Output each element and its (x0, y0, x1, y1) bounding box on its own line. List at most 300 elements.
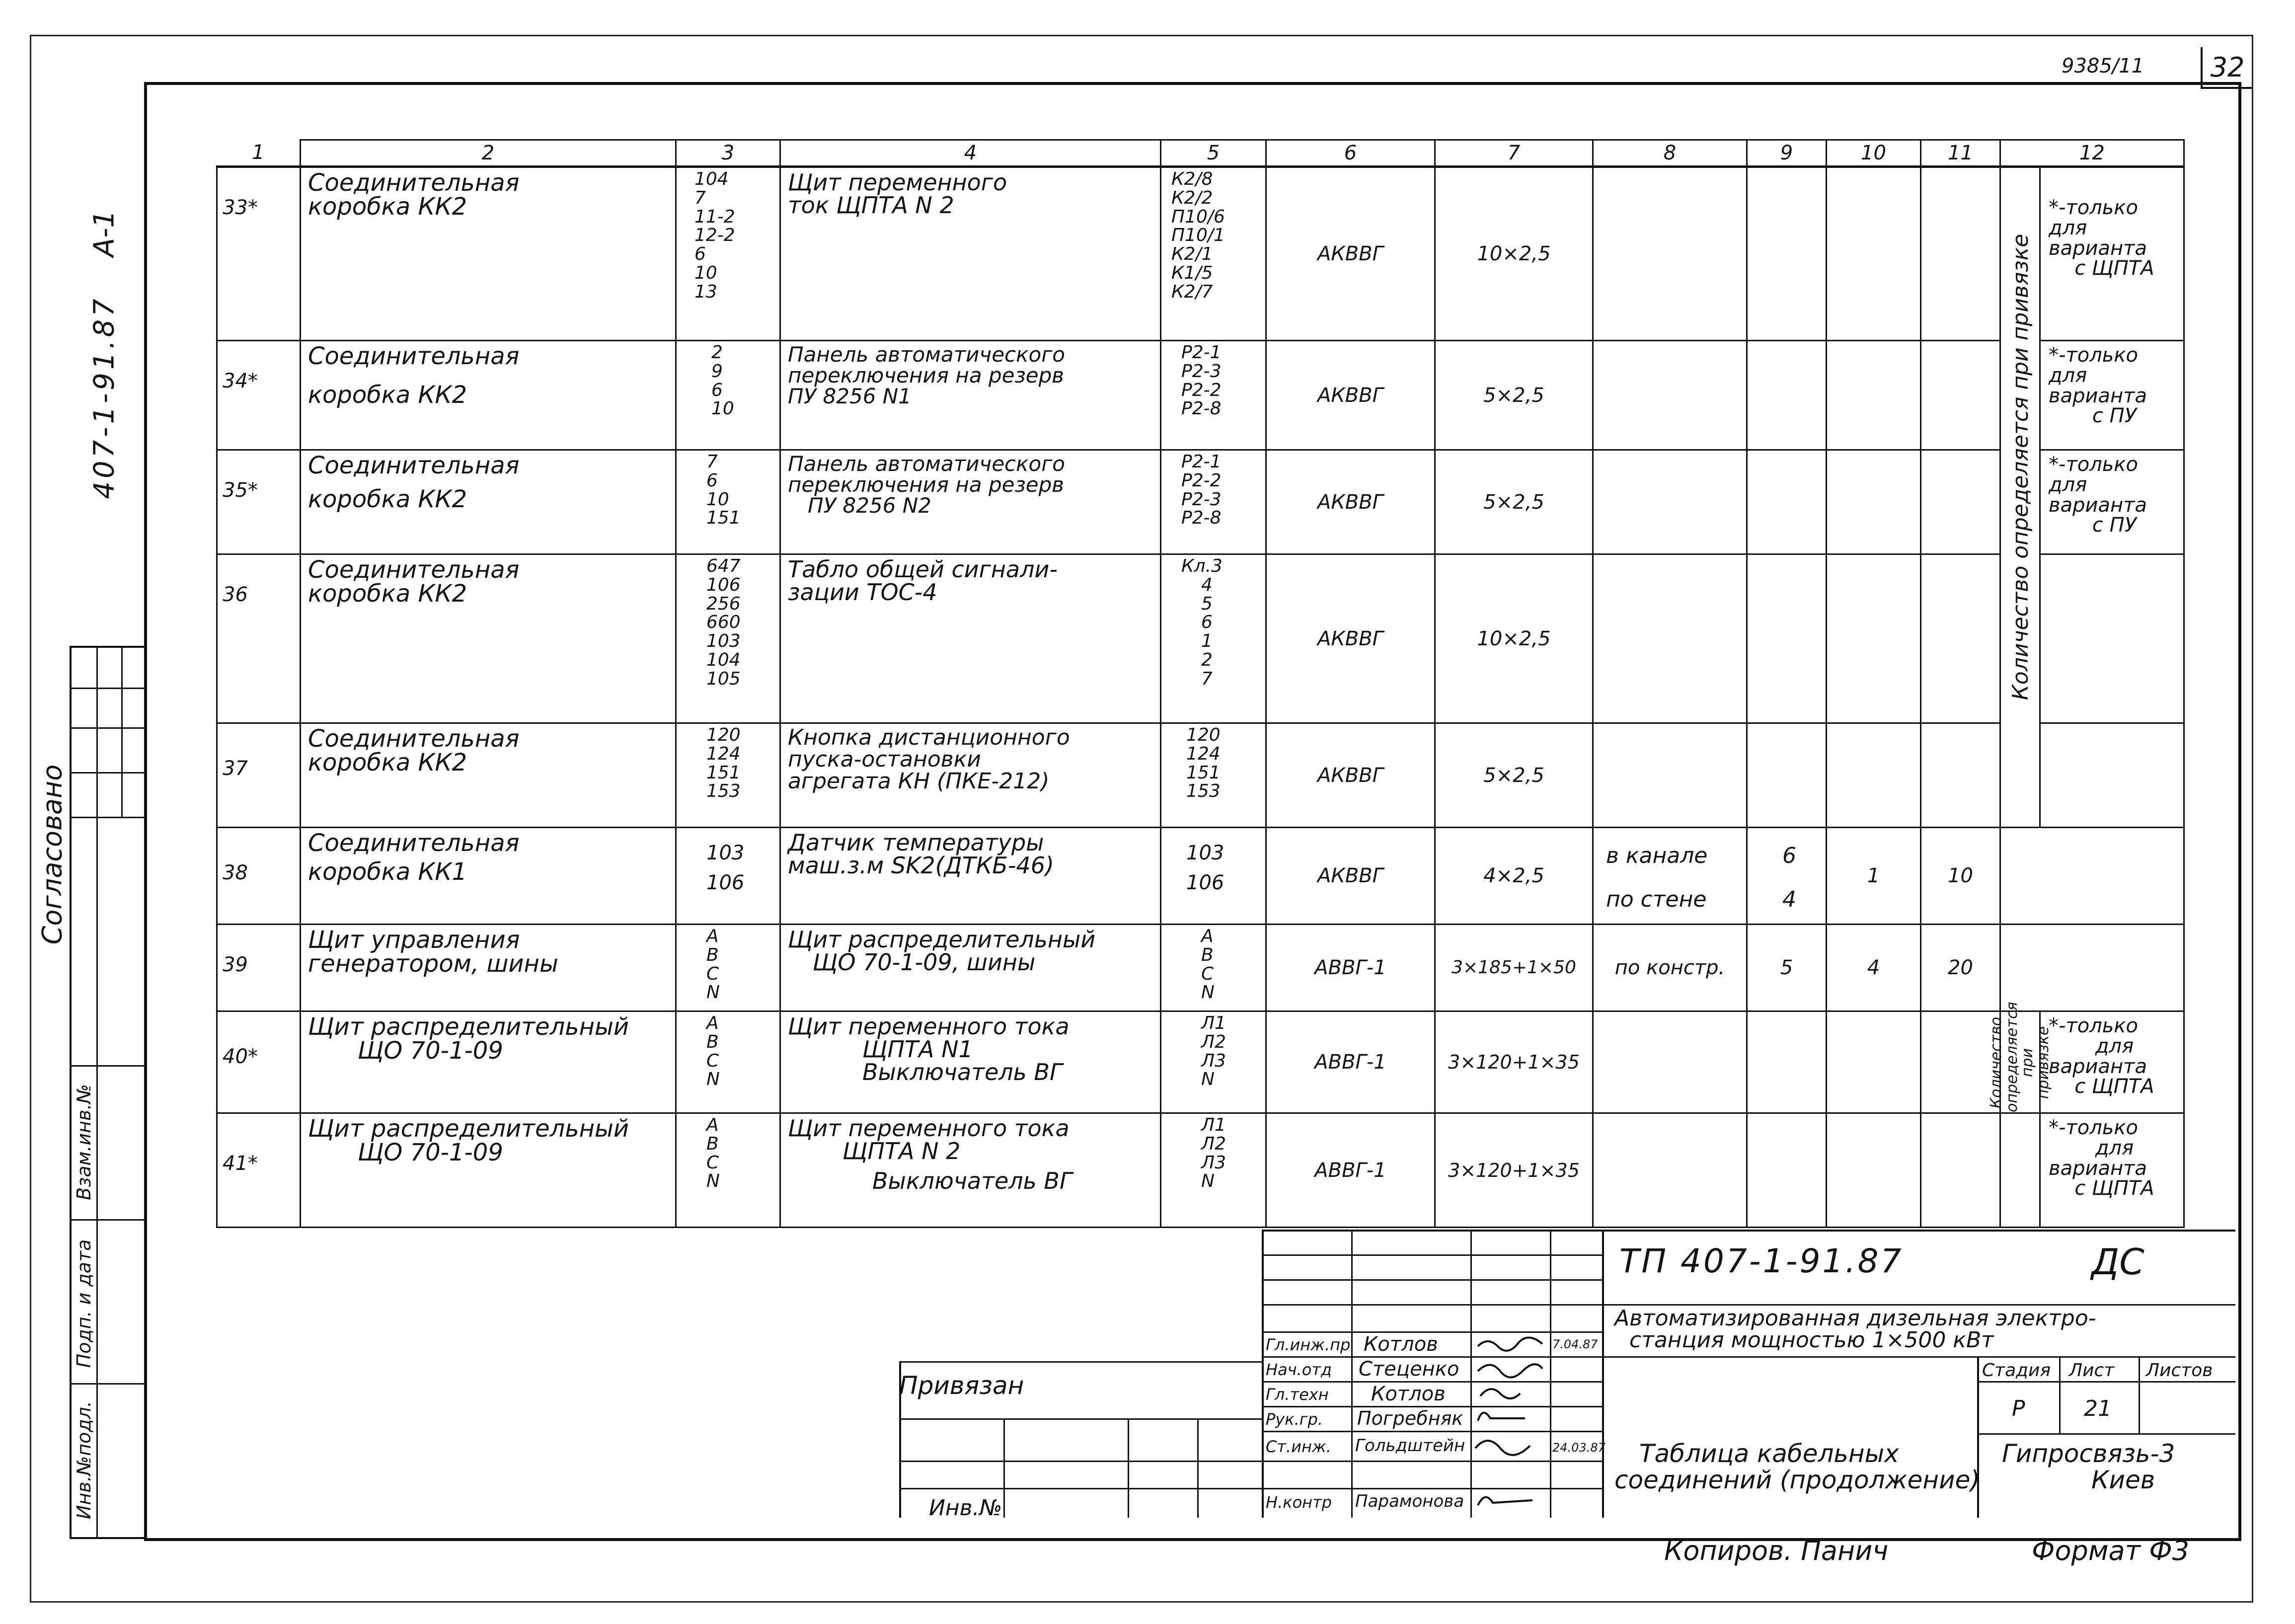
c10-value: 4 (1827, 925, 1921, 1011)
terminal: Л2 (1201, 1031, 1226, 1052)
route-value: по констр. (1593, 925, 1747, 1011)
to-line: Щит распределительный (788, 926, 1096, 953)
c11-cell (1921, 723, 2000, 828)
table-row (217, 723, 2184, 828)
cable-section: 5×2,5 (1435, 450, 1593, 554)
signer-name: Гольдштейн (1355, 1436, 1465, 1456)
terminal: 10 (694, 262, 717, 283)
note-line: варианта (2049, 384, 2147, 407)
side-label-replacement-inv: Взам.инв.№ (73, 1084, 95, 1200)
terminal: 4 (1201, 574, 1213, 595)
sheet-title-line: Таблица кабельных (1639, 1439, 1899, 1468)
route-cell (1593, 1113, 1747, 1228)
table-row (217, 341, 2184, 450)
from-line: Соединительная (308, 342, 520, 370)
from-cell (301, 723, 676, 828)
note-cell (2040, 723, 2184, 828)
from-terms-cell (676, 925, 780, 1011)
header-col-11: 11 (1921, 140, 2000, 167)
top-code: 9385/11 (2062, 55, 2144, 77)
terminal: Л1 (1201, 1115, 1226, 1135)
route-line: в канале (1606, 843, 1708, 868)
vertical-format-code: А-1 (88, 210, 121, 257)
c11-cell (1921, 450, 2000, 554)
to-line: ток ЩПТА N 2 (788, 192, 954, 219)
terminal: Р2-8 (1181, 398, 1222, 419)
length-cell (1747, 723, 1827, 828)
bound-label: Привязан (899, 1371, 1024, 1400)
from-line: Щит управления (308, 926, 520, 954)
to-cell (780, 723, 1161, 828)
table-row (217, 1113, 2184, 1228)
c11-cell (1921, 167, 2000, 341)
route-line: по стене (1606, 887, 1707, 912)
to-terms-cell (1161, 554, 1266, 723)
sheet-label: Лист (2069, 1360, 2115, 1381)
note-line: *-только (2049, 1014, 2138, 1037)
from-line: Соединительная (308, 725, 520, 753)
length-cell (1747, 341, 1827, 450)
to-terms-cell (1161, 925, 1266, 1011)
route-cell (1593, 450, 1747, 554)
terminal: A (706, 1115, 719, 1135)
signer-role: Ст.инж. (1266, 1437, 1331, 1456)
from-line: Щит распределительный (308, 1013, 629, 1041)
terminal: C (706, 1050, 719, 1071)
cable-section: 5×2,5 (1435, 723, 1593, 828)
from-cell (301, 450, 676, 554)
table-row (217, 450, 2184, 554)
note-cell (2040, 341, 2184, 450)
to-terms-cell (1161, 1011, 1266, 1113)
from-cell (301, 1113, 676, 1228)
note-line: с ЩПТА (2074, 257, 2154, 280)
merged-note-cell-1 (2000, 167, 2040, 828)
to-line: Выключатель ВГ (872, 1167, 1072, 1194)
terminal: 10 (711, 398, 734, 419)
note-line: варианта (2049, 1157, 2147, 1180)
from-line: ЩО 70-1-09 (358, 1139, 503, 1166)
to-line: Щит переменного тока (788, 1115, 1070, 1142)
terminal: 103 (706, 842, 745, 864)
to-cell (780, 167, 1161, 341)
cable-brand: АВВГ-1 (1266, 1011, 1435, 1113)
from-line: Соединительная (308, 556, 520, 584)
row-number: 37 (223, 757, 248, 780)
signer-role: Гл.техн (1266, 1385, 1329, 1404)
cable-section: 3×120+1×35 (1435, 1011, 1593, 1113)
stage-value: Р (2012, 1396, 2025, 1421)
terminal: 124 (1186, 743, 1221, 764)
note-line: для (2095, 1136, 2134, 1160)
to-cell (780, 554, 1161, 723)
note-line: с ЩПТА (2074, 1075, 2154, 1098)
terminal: N (706, 1069, 720, 1090)
from-terms-cell (676, 554, 780, 723)
terminal: Р2-8 (1181, 508, 1222, 529)
side-label-inv-number: Инв.№подл. (73, 1400, 95, 1520)
project-title (1614, 1308, 2096, 1351)
cable-section: 10×2,5 (1435, 167, 1593, 341)
from-line: коробка КК1 (308, 858, 467, 886)
terminal: 1 (1201, 631, 1213, 652)
row-number: 34 (223, 370, 248, 392)
terminal: 106 (706, 871, 745, 894)
header-col-10: 10 (1827, 140, 1921, 167)
terminal: B (706, 1031, 719, 1052)
terminal: A (1201, 926, 1214, 946)
from-line: коробка КК2 (308, 749, 467, 776)
terminal: 6 (706, 470, 718, 491)
c11-value: 20 (1921, 925, 2000, 1011)
from-line: Соединительная (308, 829, 520, 857)
table-row (217, 828, 2184, 925)
from-terms-cell (676, 1113, 780, 1228)
note-cell (2040, 1011, 2184, 1113)
row-number: 36 (223, 583, 248, 606)
note-line: для (2095, 1034, 2134, 1058)
from-cell (301, 1011, 676, 1113)
copied-by: Копиров. Панич (1664, 1535, 1889, 1566)
terminal: П10/1 (1171, 225, 1225, 246)
to-line: Щит переменного тока (788, 1013, 1070, 1040)
from-terms-cell (676, 450, 780, 554)
terminal: 103 (706, 631, 741, 652)
terminal: Р2-1 (1181, 452, 1222, 472)
terminal: 124 (706, 743, 741, 764)
terminal: C (706, 1152, 719, 1173)
terminal: 647 (706, 556, 741, 576)
to-cell (780, 450, 1161, 554)
cable-brand: АКВВГ (1266, 723, 1435, 828)
note-line: *-только (2049, 1116, 2138, 1139)
row-number: 38 (223, 861, 248, 884)
row-number: 40 (223, 1045, 248, 1068)
length-value: 4 (1782, 887, 1796, 912)
terminal: 151 (706, 508, 741, 529)
signer-date: 7.04.87 (1552, 1337, 1598, 1351)
cable-brand: АКВВГ (1266, 828, 1435, 925)
terminal: Р2-1 (1181, 342, 1222, 363)
terminal: 5 (1201, 593, 1213, 614)
header-col-8: 8 (1593, 140, 1747, 167)
terminal: N (1201, 982, 1215, 1003)
table-row (217, 167, 2184, 341)
from-line: коробка КК2 (308, 485, 467, 513)
row-number-cell (217, 167, 301, 341)
terminal: B (706, 944, 719, 965)
header-col-4: 4 (780, 140, 1161, 167)
from-line: коробка КК2 (308, 381, 467, 409)
row-number-cell (217, 554, 301, 723)
note-line: с ПУ (2092, 404, 2137, 428)
to-cell (780, 341, 1161, 450)
organization (2002, 1441, 2175, 1493)
terminal: К1/5 (1171, 262, 1213, 283)
terminal: 13 (694, 281, 717, 302)
to-line: ЩО 70-1-09, шины (813, 949, 1036, 976)
terminal: 11-2 (694, 206, 735, 227)
organization-line: Киев (2091, 1465, 2155, 1494)
length-cell (1747, 1113, 1827, 1228)
to-line: Датчик температуры (788, 829, 1044, 856)
stage-label: Стадия (1982, 1360, 2051, 1381)
to-cell (780, 1011, 1161, 1113)
row-star: * (247, 370, 258, 392)
signer-name: Погребняк (1357, 1407, 1463, 1429)
signer-role: Рук.гр. (1266, 1410, 1323, 1429)
cable-brand: АКВВГ (1266, 450, 1435, 554)
to-cell (780, 925, 1161, 1011)
terminal: 256 (706, 593, 741, 614)
cable-brand: АКВВГ (1266, 341, 1435, 450)
row-number-cell (217, 1113, 301, 1228)
c11-cell (1921, 554, 2000, 723)
to-line: агрегата КН (ПКЕ-212) (788, 769, 1050, 794)
row-star: * (247, 479, 258, 502)
terminal: 9 (711, 361, 723, 382)
terminal: К2/7 (1171, 281, 1213, 302)
agreed-label: Согласовано (36, 764, 68, 945)
route-cell (1593, 1011, 1747, 1113)
note-line: с ЩПТА (2074, 1177, 2154, 1200)
signer-date: 24.03.87 (1552, 1441, 1606, 1455)
table-row (217, 1011, 2184, 1113)
to-line: пуска-остановки (788, 747, 981, 772)
to-terms-cell (1161, 450, 1266, 554)
c11-cell (1921, 341, 2000, 450)
length-cell (1747, 1011, 1827, 1113)
row-number-cell (217, 1011, 301, 1113)
terminal: 106 (706, 574, 741, 595)
merged-note-cell-2 (1988, 1002, 2052, 1113)
terminal: N (1201, 1171, 1215, 1192)
signer-name: Котлов (1364, 1333, 1438, 1356)
cable-connections-table (216, 139, 2185, 1228)
to-line: зации ТОС-4 (788, 579, 937, 606)
row-star: * (247, 1152, 258, 1175)
row-star: * (247, 196, 258, 219)
merged-note-cell-2-cont (2000, 1113, 2040, 1228)
terminal: П10/6 (1171, 206, 1225, 227)
terminal: 2 (711, 342, 723, 363)
c10-value: 1 (1827, 828, 1921, 925)
header-col-9: 9 (1747, 140, 1827, 167)
from-cell (301, 554, 676, 723)
terminal: К2/1 (1171, 244, 1213, 265)
to-line: ЩПТА N 2 (842, 1138, 961, 1164)
inv-label: Инв.№ (929, 1495, 1002, 1521)
from-cell (301, 828, 676, 925)
from-line: коробка КК2 (308, 580, 467, 608)
doc-code: ТП 407-1-91.87 (1619, 1242, 1904, 1280)
note-line: *-только для (2049, 344, 2138, 387)
project-title-line: Автоматизированная дизельная электро- (1614, 1306, 2096, 1331)
c11-value: 10 (1921, 828, 2000, 925)
terminal: 151 (1186, 762, 1221, 783)
header-row (217, 140, 2184, 167)
terminal: 2 (1201, 649, 1213, 670)
route-cell (1593, 167, 1747, 341)
to-cell (780, 1113, 1161, 1228)
from-terms-cell (676, 723, 780, 828)
terminal: C (706, 963, 719, 984)
to-line: Выключатель ВГ (862, 1059, 1063, 1085)
cable-section: 10×2,5 (1435, 554, 1593, 723)
vertical-doc-code: 407-1-91.87 (88, 296, 121, 499)
signer-role: Нач.отд (1266, 1360, 1332, 1379)
c11-cell (1921, 1113, 2000, 1228)
from-cell (301, 925, 676, 1011)
to-line: Табло общей сигнали- (788, 556, 1058, 583)
merged-note-1: Количество определяется при привязке (2008, 233, 2033, 700)
terminal: B (1201, 944, 1214, 965)
cable-brand: АКВВГ (1266, 554, 1435, 723)
c10-cell (1827, 167, 1921, 341)
length-cell (1747, 554, 1827, 723)
length-value: 6 (1782, 843, 1796, 868)
from-terms-cell (676, 167, 780, 341)
from-cell (301, 167, 676, 341)
from-terms-cell (676, 341, 780, 450)
to-terms-cell (1161, 828, 1266, 925)
c10-cell (1827, 341, 1921, 450)
c10-cell (1827, 1011, 1921, 1113)
terminal: A (706, 1013, 719, 1033)
note-cell (2040, 1113, 2184, 1228)
to-line: ЩПТА N1 (862, 1036, 973, 1063)
terminal: 153 (1186, 781, 1221, 802)
cable-section: 5×2,5 (1435, 341, 1593, 450)
cable-brand: АВВГ-1 (1266, 1113, 1435, 1228)
row-number-cell (217, 450, 301, 554)
organization-line: Гипросвязь-3 (2002, 1439, 2175, 1468)
terminal: C (1201, 963, 1214, 984)
cable-brand: АВВГ-1 (1266, 925, 1435, 1011)
row-number-cell (217, 723, 301, 828)
from-terms-cell (676, 1011, 780, 1113)
page-number: 32 (2201, 47, 2252, 89)
signatures-graphic (1470, 1331, 1550, 1520)
route-cell (1593, 341, 1747, 450)
terminal: N (1201, 1069, 1215, 1090)
to-terms-cell (1161, 167, 1266, 341)
to-line: Кнопка дистанционного (788, 725, 1070, 750)
from-line: Соединительная (308, 452, 520, 479)
to-terms-cell (1161, 1113, 1266, 1228)
terminal: Л3 (1201, 1050, 1226, 1071)
header-col-7: 7 (1435, 140, 1593, 167)
to-cell (780, 828, 1161, 925)
note-cell (2040, 167, 2184, 341)
signer-role: Гл.инж.пр (1266, 1335, 1351, 1354)
route-cell (1593, 828, 1747, 925)
header-col-2: 2 (301, 140, 676, 167)
route-cell (1593, 723, 1747, 828)
row-star: * (247, 1045, 258, 1068)
terminal: 10 (706, 489, 729, 510)
terminal: Р2-3 (1181, 489, 1222, 510)
note-line: *-только (2049, 453, 2138, 476)
to-line: маш.з.м SK2(ДТКБ-46) (788, 852, 1054, 879)
sheet-title (1614, 1441, 1980, 1493)
table-row (217, 554, 2184, 723)
from-cell (301, 341, 676, 450)
header-col-12: 12 (2000, 140, 2184, 167)
note-cell (2040, 450, 2184, 554)
note-cell (2000, 925, 2184, 1011)
terminal: B (706, 1133, 719, 1154)
terminal: 6 (711, 380, 723, 400)
from-line: Соединительная (308, 169, 520, 197)
terminal: Л2 (1201, 1133, 1226, 1154)
signer-name: Стеценко (1359, 1358, 1459, 1381)
row-number: 33 (223, 196, 248, 219)
cable-section: 3×120+1×35 (1435, 1113, 1593, 1228)
terminal: 7 (706, 452, 718, 472)
terminal: 104 (694, 169, 729, 189)
from-line: коробка КК2 (308, 193, 467, 221)
length-cell (1747, 167, 1827, 341)
sheet-value: 21 (2084, 1396, 2112, 1421)
doc-type: ДС (2091, 1241, 2144, 1283)
to-line: Панель автоматического (788, 452, 1065, 476)
cable-section: 4×2,5 (1435, 828, 1593, 925)
terminal: Л3 (1201, 1152, 1226, 1173)
row-number-cell (217, 341, 301, 450)
terminal: A (706, 926, 719, 946)
c10-cell (1827, 554, 1921, 723)
terminal: Р2-2 (1181, 380, 1222, 400)
sheets-label: Листов (2146, 1360, 2213, 1381)
terminal: 120 (706, 725, 741, 745)
to-line: Щит переменного (788, 169, 1007, 196)
project-title-line: станция мощностью 1×500 кВт (1629, 1327, 1994, 1353)
to-line: ПУ 8256 N1 (788, 384, 912, 408)
from-line: ЩО 70-1-09 (358, 1037, 503, 1065)
terminal: N (706, 1171, 720, 1192)
terminal: Р2-2 (1181, 470, 1222, 491)
length-value: 5 (1747, 925, 1827, 1011)
side-stamp (70, 646, 146, 1539)
header-col-6: 6 (1266, 140, 1435, 167)
length-cell (1747, 450, 1827, 554)
terminal: 104 (706, 649, 741, 670)
cable-section: 3×185+1×50 (1435, 925, 1593, 1011)
terminal: 103 (1186, 842, 1224, 864)
terminal: 6 (694, 244, 706, 265)
note-line: *-только (2049, 196, 2138, 219)
sheet-title-line: соединений (продолжение) (1614, 1465, 1980, 1494)
row-number: 41 (223, 1152, 248, 1175)
row-number-cell (217, 828, 301, 925)
terminal: 660 (706, 612, 741, 633)
terminal: Л1 (1201, 1013, 1226, 1033)
terminal: 151 (706, 762, 741, 783)
note-line: с ПУ (2092, 514, 2137, 537)
to-terms-cell (1161, 723, 1266, 828)
terminal: N (706, 982, 720, 1003)
from-line: Щит распределительный (308, 1115, 629, 1143)
to-line: переключения на резерв (788, 472, 1065, 497)
terminal: Р2-3 (1181, 361, 1222, 382)
terminal: 153 (706, 781, 741, 802)
terminal: 106 (1186, 871, 1224, 894)
merged-note-2: Количество определяется при привязке (1988, 1002, 2052, 1112)
from-terms-cell (676, 828, 780, 925)
to-terms-cell (1161, 341, 1266, 450)
paper-format: Формат Ф3 (2032, 1535, 2190, 1566)
